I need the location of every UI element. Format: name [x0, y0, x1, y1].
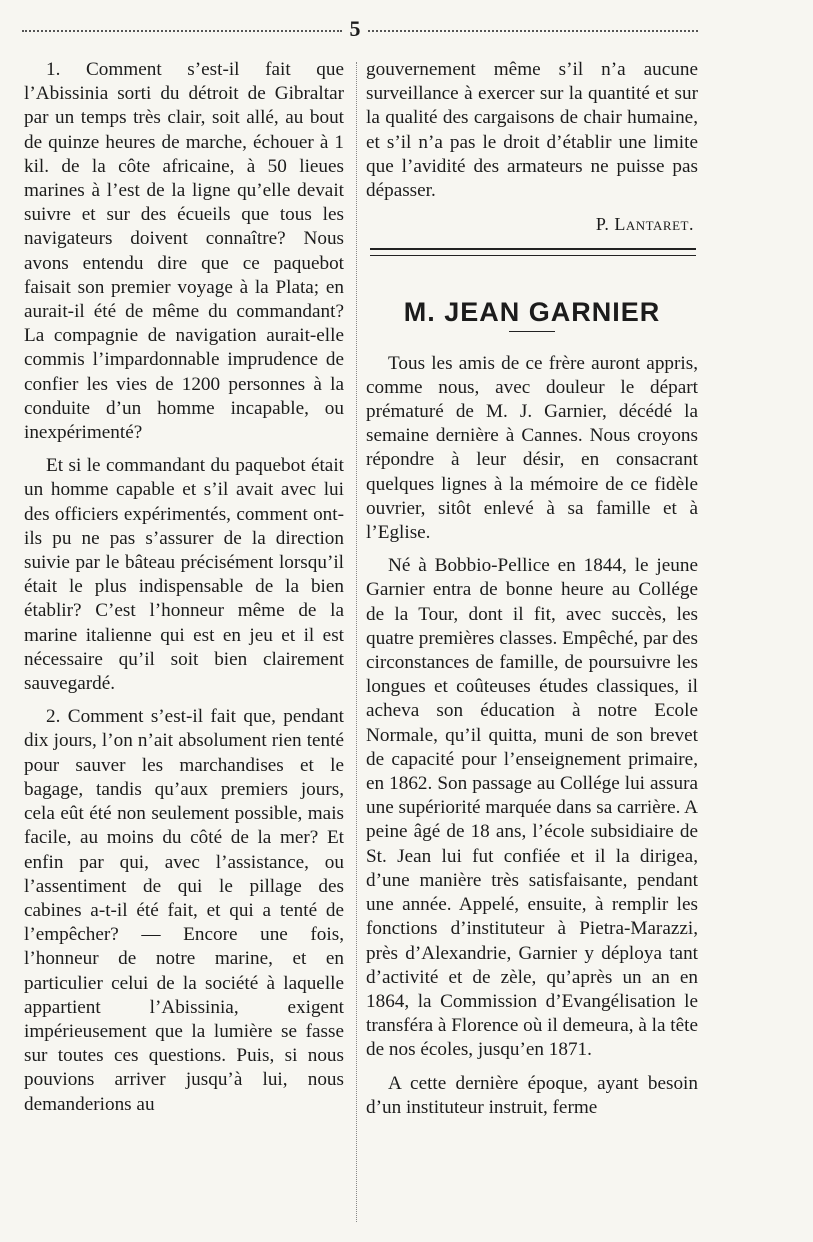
question-2-paragraph: 2. Comment s’est-il fait que, pendant dix jours, l’on n’ait absolument rien tenté pour sauver les marchandises et le bagage, tandis qu’aux premiers jours, cela eût été non seulement possible, mais facile, au moins du côté de la mer? Et enfin par qui, avec l’assistance, ou l’assentiment de qui le pillage des cabines a-t-il été fait, et qui a tenté de l’empêcher? — Encore une fois, l’honneur de notre marine, et en particulier celui de la société à laquelle appartient l’Abissinia, exigent impérieusement que la lumière se fasse sur toutes ces questions. Puis, si nous pouvions arriver jusqu’à lui, nous demanderions au [24, 706, 344, 1115]
title-underline [509, 331, 555, 332]
left-column [24, 58, 344, 1126]
header-dotted-rule-left [22, 30, 342, 32]
obituary-intro-paragraph: Tous les amis de ce frère auront appris, comme nous, avec douleur le départ prématuré de M. J. Garnier, décédé la semaine dernière à Cannes. Nous croyons répondre à leur désir, en consacrant quelques lignes à la mémoire de ce fidèle ouvrier, sitôt enlevé à sa famille et à l’Eglise. [366, 352, 698, 544]
article-title: M. JEAN GARNIER [403, 297, 661, 328]
column-divider [356, 62, 357, 1222]
commander-paragraph: Et si le commandant du paquebot était un homme capable et s’il avait avec lui des officiers expérimentés, comment ont-ils pu ne pas s’assurer de la direction suivie par le bâteau précisément lorsqu’il était le plus indispensable de la bien établir? C’est l’honneur même de la marine italienne qui est en jeu et il est nécessaire qu’il soit bien clairement sauvegardé. [24, 455, 344, 695]
obituary-continuation-paragraph: A cette dernière époque, ayant besoin d’un instituteur instruit, ferme [366, 1072, 698, 1118]
obituary-biography-paragraph: Né à Bobbio-Pellice en 1844, le jeune Garnier entra de bonne heure au Collége de la Tour, dont il fit, avec succès, les quatre premières classes. Empêché, par des circonstances de famille, de poursuivre les longues et coûteuses études classiques, il acheva son éducation à notre Ecole Normale, qu’il quitta, muni de son brevet de capacité pour l’enseignement primaire, en 1862. Son passage au Collége lui assura une supériorité marquée dans sa carrière. A peine âgé de 18 ans, l’école subsidiaire de St. Jean lui fut confiée et il la dirigea, d’une manière très satisfaisante, pendant une année. Appelé, ensuite, à remplir les fonctions d’instituteur à Pietra-Marazzi, près d’Alexandrie, Garnier y déploya tant d’activité et de zèle, qu’après un an en 1864, la Commission d’Evangélisation le transféra à Florence où il demeura, à la tête de nos écoles, jusqu’en 1871. [366, 555, 698, 1061]
continuation-paragraph: gouvernement même s’il n’a aucune surveillance à exercer sur la quantité et sur la qualité des cargaisons de chair humaine, et s’il n’a pas le droit d’établir une limite que l’avidité des armateurs ne puisse pas dépasser. [366, 59, 698, 202]
header-dotted-rule-right [368, 30, 698, 32]
page-number: 5 [349, 16, 361, 41]
right-column [366, 58, 698, 1129]
author-signature: P. Lantaret. [595, 214, 694, 235]
question-1-paragraph: 1. Comment s’est-il fait que l’Abissinia sorti du détroit de Gibraltar par un temps très clair, soit allé, au bout de quinze heures de marche, échouer à 1 kil. de la côte africaine, à 50 lieues marines à l’est de la ligne qu’elle devait suivre et sur des écueils que tous les navigateurs doivent connaître? Nous avons entendu dire que ce paquebot faisait son premier voyage à la Plata; en aurait-il été de même du commandant? La compagnie de navigation aurait-elle commis l’impardonnable imprudence de confier les vies de 1200 personnes à la conduite d’un homme incapable, ou inexpérimenté? [24, 59, 344, 444]
section-double-rule [370, 248, 696, 256]
